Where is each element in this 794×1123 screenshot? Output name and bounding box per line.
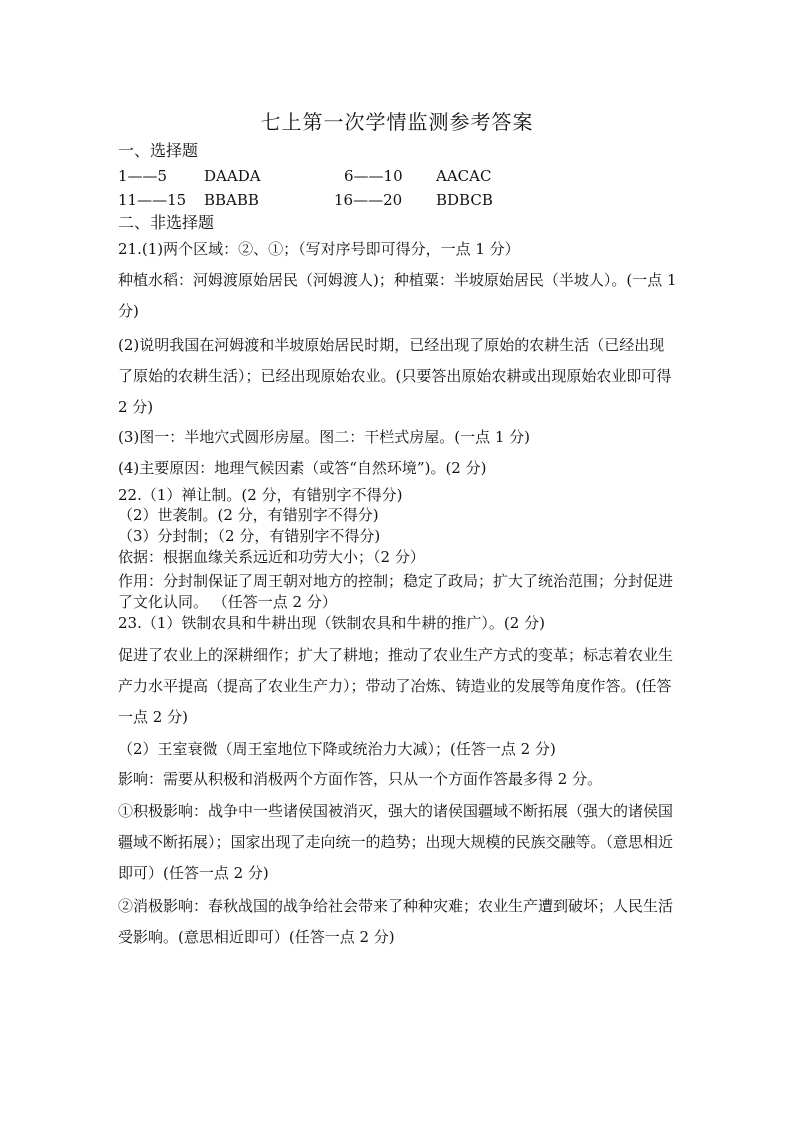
page-title: 七上第一次学情监测参考答案 (260, 110, 534, 134)
section-non-choice-heading: 二、非选择题 (118, 213, 215, 232)
section-multiple-choice-heading: 一、选择题 (118, 141, 199, 160)
q22-part1: 22.（1）禅让制。(2 分，有错别字不得分) (118, 486, 403, 504)
mcq-range-1-5: 1——5 (118, 167, 168, 185)
q23-part2: （2）王室衰微（周王室地位下降或统治力大减）；(任答一点 2 分) (118, 740, 556, 758)
q22-part3: （3）分封制；（2 分，有错别字不得分) (118, 527, 381, 545)
q21-part1-detail: 种植水稻：河姆渡原始居民（河姆渡人)；种植粟：半坡原始居民（半坡人）。(一点 1 分) (118, 271, 677, 320)
mcq-range-6-10: 6——10 (344, 167, 403, 185)
q23-negative-impact: ②消极影响：春秋战国的战争给社会带来了种种灾难；农业生产遭到破坏；人民生活受影响。(意思相近即可）(任答一点 2 分) (118, 897, 674, 946)
q23-influence-note: 影响：需要从积极和消极两个方面作答，只从一个方面作答最多得 2 分。 (118, 770, 603, 788)
mcq-answers-1-5: DAADA (204, 167, 261, 185)
mcq-range-16-20: 16——20 (334, 191, 403, 209)
mcq-range-11-15: 11——15 (118, 191, 187, 209)
mcq-answers-6-10: AACAC (436, 167, 492, 185)
q21-part2: (2)说明我国在河姆渡和半坡原始居民时期，已经出现了原始的农耕生活（已经出现了原始的农耕生活）；已经出现原始农业。(只要答出原始农耕或出现原始农业即可得 2 分) (118, 336, 672, 416)
q23-part1-detail: 促进了农业上的深耕细作；扩大了耕地；推动了农业生产方式的变革；标志着农业生产力水平提高（提高了农业生产力）；带动了冶炼、铸造业的发展等角度作答。(任答一点 2 分) (118, 646, 674, 726)
q22-effect: 作用：分封制保证了周王朝对地方的控制；稳定了政局；扩大了统治范围；分封促进了文化认同。 （任答一点 2 分） (118, 572, 674, 611)
q21-part3: (3)图一：半地穴式圆形房屋。图二：干栏式房屋。(一点 1 分) (118, 428, 531, 446)
mcq-answers-11-15: BBABB (204, 191, 259, 209)
q22-basis: 依据：根据血缘关系远近和功劳大小；（2 分） (118, 548, 425, 566)
q22-part2: （2）世袭制。(2 分，有错别字不得分) (118, 506, 379, 524)
q23-part1: 23.（1）铁制农具和牛耕出现（铁制农具和牛耕的推广）。(2 分) (118, 614, 545, 632)
mcq-answers-16-20: BDBCB (436, 191, 493, 209)
q21-part4: (4)主要原因：地理气候因素（或答“自然环境”)。(2 分) (118, 459, 487, 477)
q21-part1: 21.(1)两个区域：②、①；（写对序号即可得分，一点 1 分） (118, 240, 520, 258)
q23-positive-impact: ①积极影响：战争中一些诸侯国被消灭，强大的诸侯国疆域不断拓展（强大的诸侯国疆域不断拓展）；国家出现了走向统一的趋势；出现大规模的民族交融等。（意思相近即可）(任答一点 2 分) (118, 802, 674, 882)
